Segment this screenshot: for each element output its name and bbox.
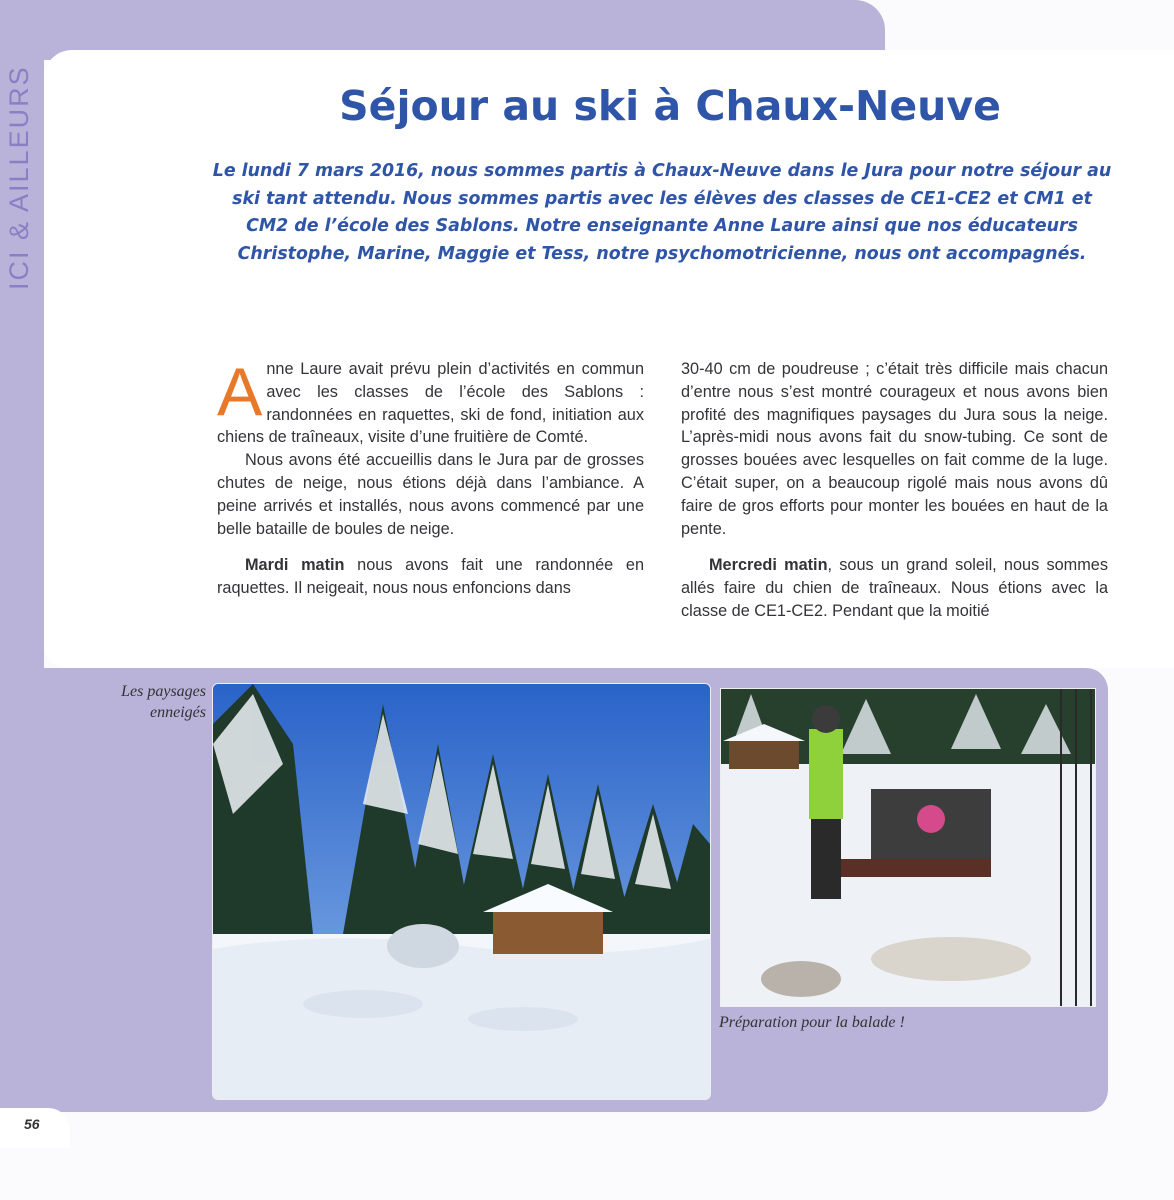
- paragraph-text: nne Laure avait prévu plein d’activités en commun avec les classes de l’école des Sablons : randonnées en raquettes, ski de fond, initiation aux chiens de traîneaux, visite d’une fruitière de Comté.: [217, 360, 644, 447]
- photo-dog-sled: [720, 688, 1096, 1007]
- paragraph-text: nous avons fait une randonnée en raquettes. Il neigeait, nous nous enfoncions dans: [217, 556, 644, 598]
- section-label: [4, 254, 244, 290]
- page-number: 56: [24, 1116, 40, 1132]
- photo-snowy-landscape: [212, 683, 711, 1100]
- paragraph-text: , sous un grand soleil, nous sommes allés faire du chien de traîneaux. Nous étions avec la classe de CE1-CE2. Pendant que la moitié: [681, 556, 1108, 620]
- landscape-illustration: [213, 684, 710, 1099]
- drop-cap: A: [217, 354, 263, 430]
- article-column-left: [217, 354, 644, 600]
- paragraph: [681, 554, 1108, 622]
- photo-caption-dogs: Préparation pour la balade !: [719, 1014, 905, 1031]
- day-heading: Mardi matin: [245, 556, 345, 575]
- article-column-right: [681, 358, 1108, 623]
- paragraph: Nous avons été accueillis dans le Jura par de grosses chutes de neige, nous étions déjà dans l’ambiance. A peine arrivés et installés, nous avons commencé par une belle bataille de boules de neige.: [217, 451, 644, 538]
- paragraph: [217, 354, 644, 449]
- day-heading: Mercredi matin: [709, 556, 828, 575]
- paragraph: [217, 554, 644, 600]
- dog-sled-illustration: [721, 689, 1095, 1006]
- intro-paragraph: Le lundi 7 mars 2016, nous sommes partis à Chaux-Neuve dans le Jura pour notre séjour au ski tant attendu. Nous sommes partis avec les élèves des classes de CE1-CE2 et CM1 et CM2 de l’école des Sablons. Notre enseignante Anne Laure ainsi que nos éducateurs Christophe, Marine, Maggie et Tess, notre psychomotricienne, nous ont accompagnés.: [212, 161, 1112, 264]
- paragraph: 30-40 cm de poudreuse ; c’était très difficile mais chacun d’entre nous s’est montré courageux et nous avons bien profité des magnifiques paysages du Jura sous la neige. L’après-midi nous avons fait du snow-tubing. Ce sont de grosses bouées avec lesquelles on fait comme de la luge. C’était super, on a beaucoup rigolé mais nous avons dû faire de gros efforts pour monter les bouées en haut de la pente.: [681, 360, 1108, 538]
- photo-caption-landscape: Les paysages enneigés: [121, 683, 206, 721]
- page-title: Séjour au ski à Chaux-Neuve: [339, 82, 1001, 130]
